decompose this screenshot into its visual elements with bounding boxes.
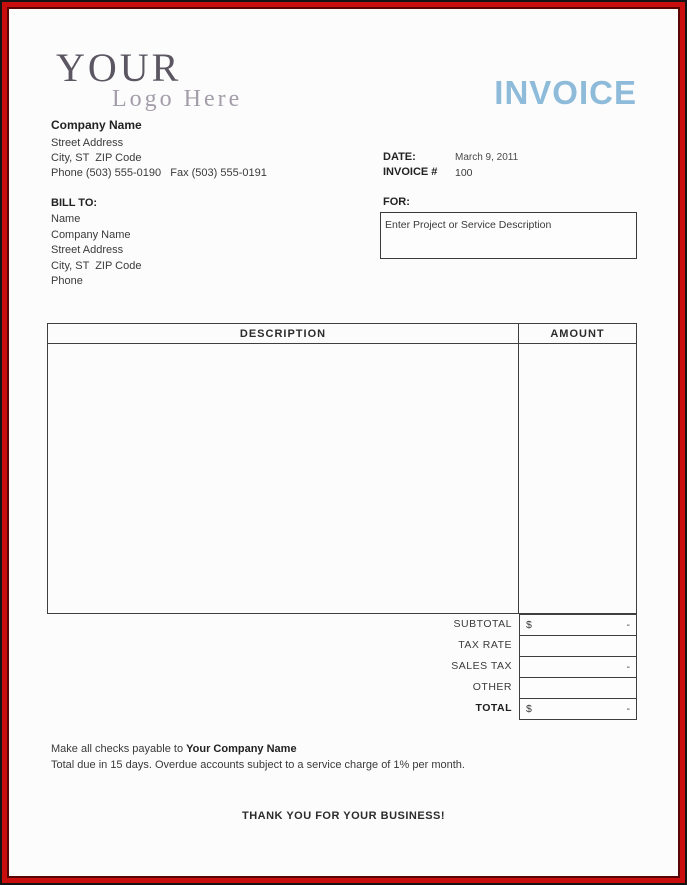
logo-text-secondary: Logo Here <box>112 86 243 112</box>
payment-terms-line: Total due in 15 days. Overdue accounts subject to a service charge of 1% per month. <box>51 759 465 771</box>
subtotal-currency: $ <box>526 619 532 631</box>
sales-tax-amount: - <box>626 661 630 673</box>
description-header-label: DESCRIPTION <box>239 327 327 340</box>
subtotal-amount: - <box>626 619 630 631</box>
project-description-field[interactable] <box>380 212 637 259</box>
other-label: OTHER <box>472 681 512 693</box>
bill-to-label: BILL TO: <box>51 197 98 209</box>
company-city: City, ST ZIP Code <box>51 152 142 164</box>
checks-payable-prefix: Make all checks payable to <box>51 743 187 755</box>
amount-column-cell[interactable] <box>519 344 636 613</box>
total-value-cell[interactable] <box>519 698 637 720</box>
company-street: Street Address <box>51 137 124 149</box>
bill-to-line: City, ST ZIP Code <box>51 260 142 272</box>
description-column-cell[interactable] <box>48 344 519 613</box>
bill-to-line: Company Name <box>51 229 131 241</box>
logo-text-primary: YOUR <box>56 45 182 90</box>
sales-tax-label: SALES TAX <box>451 660 512 672</box>
items-table-header <box>48 324 636 344</box>
invoice-number-label: INVOICE # <box>383 166 438 178</box>
total-currency: $ <box>526 703 532 715</box>
project-description-value: Enter Project or Service Description <box>385 219 552 231</box>
company-phone: Phone (503) 555-0190 Fax (503) 555-0191 <box>51 167 267 179</box>
tax-rate-value-cell[interactable] <box>519 635 637 657</box>
subtotal-value-cell[interactable] <box>519 614 637 636</box>
subtotal-label: SUBTOTAL <box>453 618 512 630</box>
tax-rate-label: TAX RATE <box>458 639 512 651</box>
sales-tax-value-cell[interactable] <box>519 656 637 678</box>
bill-to-line: Name <box>51 213 81 225</box>
amount-header-cell <box>519 324 636 343</box>
total-label: TOTAL <box>475 702 512 714</box>
date-label: DATE: <box>383 151 416 163</box>
bill-to-line: Phone <box>51 275 83 287</box>
invoice-number-value[interactable]: 100 <box>455 167 473 179</box>
company-name: Company Name <box>51 118 142 132</box>
items-table <box>47 323 637 614</box>
checks-payable-line <box>51 743 297 756</box>
thank-you-message: THANK YOU FOR YOUR BUSINESS! <box>241 810 446 822</box>
amount-header-label: AMOUNT <box>550 327 605 340</box>
for-label: FOR: <box>383 196 410 208</box>
other-value-cell[interactable] <box>519 677 637 699</box>
items-table-body[interactable] <box>48 344 636 613</box>
date-value[interactable]: March 9, 2011 <box>455 152 519 163</box>
checks-payee: Your Company Name <box>186 743 297 755</box>
total-amount: - <box>626 703 630 715</box>
invoice-title: INVOICE <box>494 74 637 111</box>
description-header-cell <box>48 324 519 343</box>
bill-to-line: Street Address <box>51 244 124 256</box>
